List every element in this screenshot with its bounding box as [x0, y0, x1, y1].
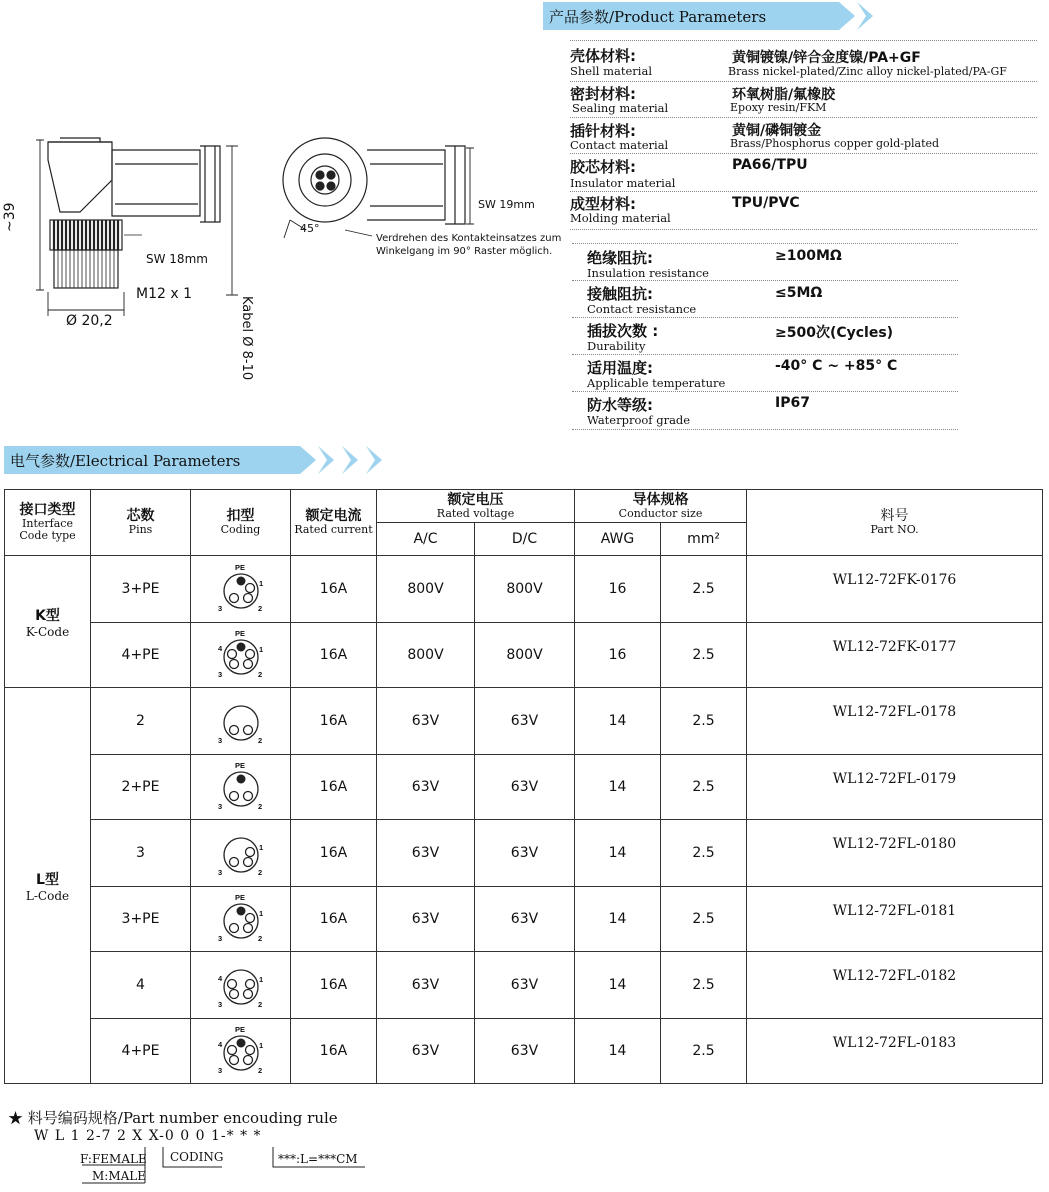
interface-code-en: L-Code [25, 888, 70, 903]
dc-voltage-cell: 63V [475, 887, 575, 952]
pin-label: PE [234, 629, 245, 638]
pins-cell: 4+PE [91, 623, 191, 688]
spec-row: 适用温度: Applicable temperature -40° C ~ +85° C [572, 354, 958, 392]
mm2-cell: 2.5 [661, 755, 747, 820]
pin-label: 3 [217, 802, 222, 811]
pin-label: 4 [217, 1040, 222, 1049]
header-conductor: 导体规格 Conductor size [575, 490, 747, 523]
pins-cell: 2+PE [91, 755, 191, 820]
pin-label: 3 [217, 670, 222, 679]
connector-drawing [0, 120, 540, 340]
product-parameters-title: 产品参数/Product Parameters [543, 2, 839, 30]
sw19-label: SW 19mm [478, 198, 535, 211]
current-cell: 16A [291, 623, 377, 688]
pin-label: 3 [217, 934, 222, 943]
material-row: 壳体材料: Shell material 黄铜镀镍/锌合金度镍/PA+GF Brass nickel-plated/Zinc alloy nickel-plated/PA-GF [570, 41, 1037, 82]
mm2-cell: 2.5 [661, 887, 747, 952]
drawing-note-1: Verdrehen des Kontakteinsatzes zum [376, 233, 562, 244]
part-number-cell: WL12-72FL-0179 [747, 755, 1043, 820]
pin-coding-icon [210, 561, 272, 613]
drawing-note-2: Winkelgang im 90° Raster möglich. [376, 246, 553, 257]
material-row: 成型材料: Molding material TPU/PVC [570, 191, 1037, 230]
pin-label: 2 [257, 604, 262, 613]
sw18-label: SW 18mm [146, 252, 208, 266]
pin-label: 2 [257, 934, 262, 943]
interface-code-cn: K型 [35, 607, 60, 624]
table-row [5, 1019, 1043, 1084]
chevron-right-icon [318, 446, 340, 474]
interface-code-cn: L型 [36, 871, 59, 888]
pin-label: 3 [217, 736, 222, 745]
pin-coding-icon [210, 627, 272, 679]
awg-cell: 14 [575, 688, 661, 755]
awg-cell: 14 [575, 887, 661, 952]
coding-cell [191, 688, 291, 755]
dc-voltage-cell: 63V [475, 688, 575, 755]
dc-voltage-cell: 800V [475, 556, 575, 623]
mm2-cell: 2.5 [661, 1019, 747, 1084]
pin-label: 4 [217, 644, 222, 653]
pin-label: 1 [258, 579, 263, 588]
rule-title: ★ 料号编码规格/Part number encouding rule [8, 1109, 338, 1127]
pins-cell: 3 [91, 820, 191, 887]
current-cell: 16A [291, 556, 377, 623]
mm2-cell: 2.5 [661, 820, 747, 887]
spec-row: 绝缘阻抗: Insulation resistance ≥100MΩ [572, 244, 958, 281]
rule-cm: ***:L=***CM [278, 1152, 358, 1166]
table-row [5, 952, 1043, 1019]
electrical-parameters-title: 电气参数/Electrical Parameters [4, 446, 300, 474]
pin-label: 3 [217, 1000, 222, 1009]
dc-voltage-cell: 63V [475, 755, 575, 820]
pins-cell: 3+PE [91, 556, 191, 623]
pin-coding-icon [210, 759, 272, 811]
ac-voltage-cell: 800V [377, 556, 475, 623]
pin-label: 2 [257, 736, 262, 745]
coding-cell [191, 887, 291, 952]
ac-voltage-cell: 800V [377, 623, 475, 688]
awg-cell: 14 [575, 755, 661, 820]
pins-cell: 2 [91, 688, 191, 755]
ac-voltage-cell: 63V [377, 952, 475, 1019]
header-pins: 芯数 Pins [91, 490, 191, 556]
chevron-right-icon [342, 446, 364, 474]
material-row: 胶芯材料: Insulator material PA66/TPU [570, 153, 1037, 192]
spec-row: 插拔次数 : Durability ≥500次(Cycles) [572, 317, 958, 355]
part-number-cell: WL12-72FL-0178 [747, 688, 1043, 755]
diameter-label: Ø 20,2 [66, 313, 113, 329]
chevron-right-icon [366, 446, 388, 474]
ac-voltage-cell: 63V [377, 887, 475, 952]
current-cell: 16A [291, 952, 377, 1019]
pin-label: 4 [217, 974, 222, 983]
pin-label: 1 [258, 1041, 263, 1050]
current-cell: 16A [291, 1019, 377, 1084]
pin-label: 2 [257, 1066, 262, 1075]
pins-cell: 3+PE [91, 887, 191, 952]
ac-voltage-cell: 63V [377, 1019, 475, 1084]
pin-label: 2 [257, 670, 262, 679]
current-cell: 16A [291, 755, 377, 820]
electrical-table [4, 489, 1043, 1084]
coding-cell [191, 556, 291, 623]
current-cell: 16A [291, 688, 377, 755]
part-number-cell: WL12-72FL-0183 [747, 1019, 1043, 1084]
part-number-cell: WL12-72FK-0177 [747, 623, 1043, 688]
header-current: 额定电流 Rated current [291, 490, 377, 556]
table-row [5, 755, 1043, 820]
material-row: 密封材料: Sealing material 环氧树脂/氟橡胶 Epoxy resin/FKM [570, 81, 1037, 118]
mm2-cell: 2.5 [661, 688, 747, 755]
material-row: 插针材料: Contact material 黄铜/磷铜镀金 Brass/Phosphorus copper gold-plated [570, 117, 1037, 154]
electrical-parameters-banner [4, 446, 388, 474]
product-parameters-banner [543, 2, 879, 30]
pin-label: 2 [257, 1000, 262, 1009]
rule-female: F:FEMALE [80, 1152, 147, 1166]
ac-voltage-cell: 63V [377, 820, 475, 887]
kabel-label: Kabel Ø 8-10 [239, 296, 254, 381]
angle-label: 45° [300, 222, 320, 235]
awg-cell: 14 [575, 952, 661, 1019]
coding-cell [191, 1019, 291, 1084]
mm2-cell: 2.5 [661, 623, 747, 688]
chevron-right-icon [857, 2, 879, 30]
pin-label: 1 [258, 843, 263, 852]
header-mm2: mm² [661, 523, 747, 556]
pin-label: PE [234, 1025, 245, 1034]
pin-label: 3 [217, 868, 222, 877]
interface-code-en: K-Code [25, 624, 70, 639]
pin-label: 1 [258, 909, 263, 918]
pin-label: PE [234, 893, 245, 902]
mm2-cell: 2.5 [661, 952, 747, 1019]
rule-male: M:MALE [92, 1169, 147, 1183]
header-ac: A/C [377, 523, 475, 556]
pin-label: PE [234, 563, 245, 572]
pins-cell: 4 [91, 952, 191, 1019]
dc-voltage-cell: 800V [475, 623, 575, 688]
header-awg: AWG [575, 523, 661, 556]
table-row [5, 820, 1043, 887]
dc-voltage-cell: 63V [475, 1019, 575, 1084]
dc-voltage-cell: 63V [475, 820, 575, 887]
banner-arrow-icon [300, 446, 316, 474]
pin-label: 3 [217, 1066, 222, 1075]
table-row [5, 623, 1043, 688]
m12-label: M12 x 1 [136, 286, 192, 302]
awg-cell: 16 [575, 556, 661, 623]
header-interface: 接口类型 Interface Code type [5, 490, 91, 556]
pin-coding-icon [210, 693, 272, 745]
pins-cell: 4+PE [91, 1019, 191, 1084]
pin-label: 1 [258, 975, 263, 984]
pin-coding-icon [210, 1023, 272, 1075]
pin-label: 2 [257, 802, 262, 811]
coding-cell [191, 623, 291, 688]
dim-height-label: ~39 [2, 202, 18, 232]
interface-code-cell [5, 688, 91, 1084]
rule-coding: CODING [170, 1150, 224, 1164]
pin-coding-icon [210, 957, 272, 1009]
header-part: 料号 Part NO. [747, 490, 1043, 556]
awg-cell: 14 [575, 820, 661, 887]
pin-label: PE [234, 761, 245, 770]
coding-cell [191, 952, 291, 1019]
header-coding: 扣型 Coding [191, 490, 291, 556]
pin-coding-icon [210, 891, 272, 943]
mm2-cell: 2.5 [661, 556, 747, 623]
pin-label: 2 [257, 868, 262, 877]
coding-cell [191, 755, 291, 820]
spec-row: 防水等级: Waterproof grade IP67 [572, 391, 958, 430]
rule-code: W L 1 2-7 2 X X-0 0 0 1-* * * [34, 1128, 262, 1144]
ac-voltage-cell: 63V [377, 688, 475, 755]
header-voltage: 额定电压 Rated voltage [377, 490, 575, 523]
header-dc: D/C [475, 523, 575, 556]
current-cell: 16A [291, 887, 377, 952]
ac-voltage-cell: 63V [377, 755, 475, 820]
pin-label: 1 [258, 645, 263, 654]
table-row [5, 556, 1043, 623]
awg-cell: 16 [575, 623, 661, 688]
banner-arrow-icon [839, 2, 855, 30]
table-row [5, 887, 1043, 952]
part-number-cell: WL12-72FL-0180 [747, 820, 1043, 887]
interface-code-cell [5, 556, 91, 688]
part-number-cell: WL12-72FL-0181 [747, 887, 1043, 952]
part-number-cell: WL12-72FL-0182 [747, 952, 1043, 1019]
coding-cell [191, 820, 291, 887]
spec-row: 接触阻抗: Contact resistance ≤5MΩ [572, 280, 958, 318]
pin-coding-icon [210, 825, 272, 877]
dc-voltage-cell: 63V [475, 952, 575, 1019]
pin-label: 3 [217, 604, 222, 613]
part-number-cell: WL12-72FK-0176 [747, 556, 1043, 623]
table-row [5, 688, 1043, 755]
awg-cell: 14 [575, 1019, 661, 1084]
current-cell: 16A [291, 820, 377, 887]
